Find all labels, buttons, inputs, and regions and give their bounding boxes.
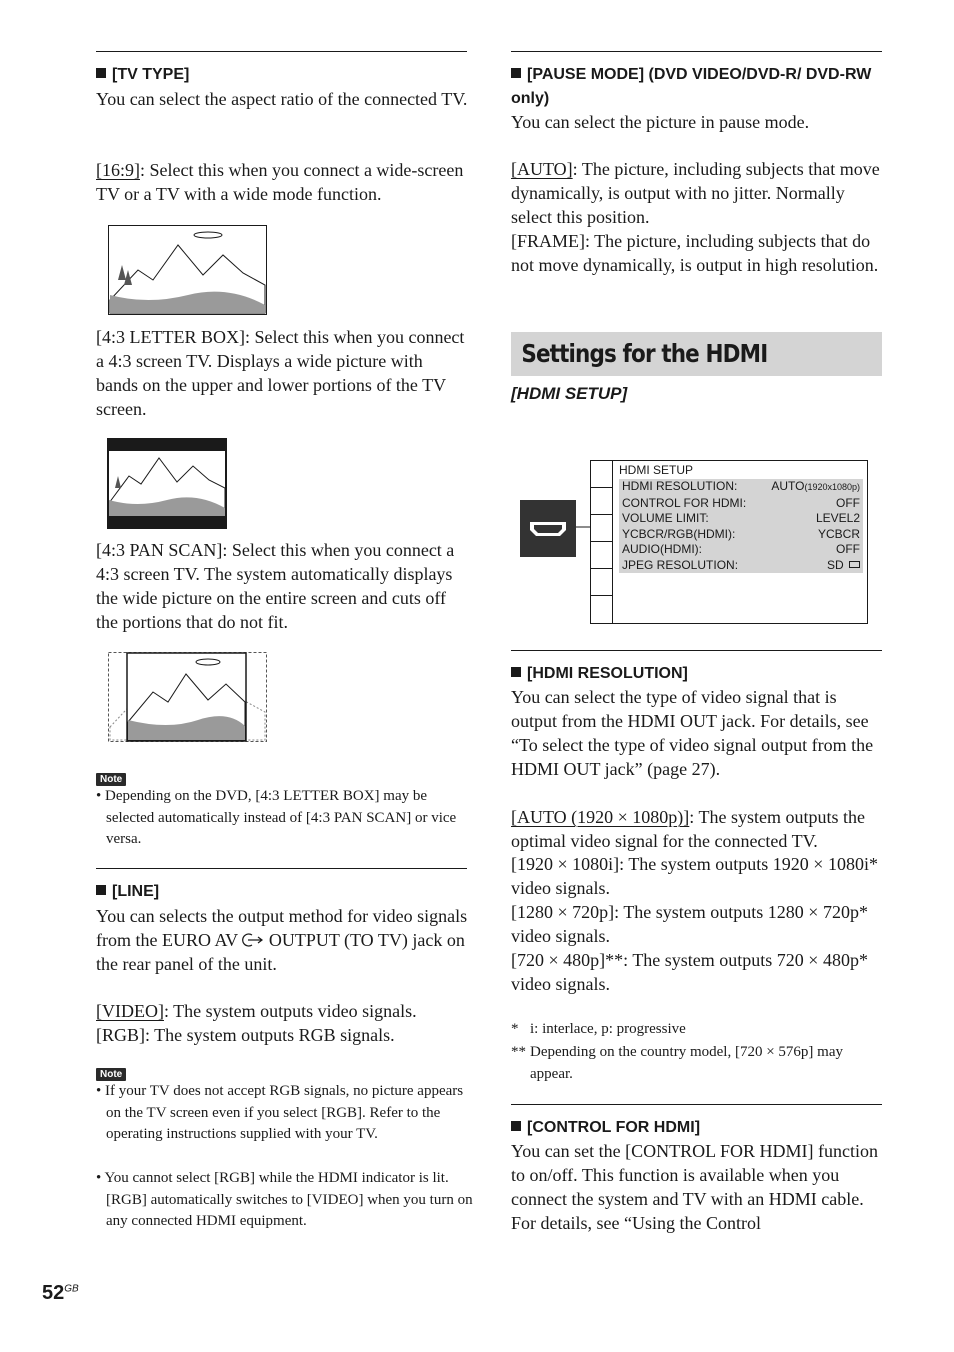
euro-av-arrow-icon — [242, 932, 264, 948]
control-for-hdmi-heading: [CONTROL FOR HDMI] — [511, 1116, 883, 1140]
hdmi-resolution-480p: [720 × 480p]**: The system outputs 720 × 480p* video signals. — [511, 950, 868, 994]
hdmi-section-title: Settings for the HDMI — [521, 339, 768, 368]
menu-rows — [619, 479, 863, 573]
hdmi-resolution-720p: [1280 × 720p]: The system outputs 1280 × 720p* video signals. — [511, 902, 868, 946]
menu-row[interactable]: AUDIO(HDMI): OFF — [622, 542, 860, 556]
menu-row[interactable]: VOLUME LIMIT: LEVEL2 — [622, 511, 860, 525]
control-rule — [511, 1104, 882, 1105]
hdmi-resolution-heading: [HDMI RESOLUTION] — [511, 662, 883, 686]
wide-screen-illustration — [108, 225, 267, 315]
line-intro: You can selects the output method for video signals from the EURO AV OUTPUT (TO TV) jack on the rear panel of the unit. — [96, 906, 468, 974]
line-heading: [LINE] — [96, 880, 468, 904]
menu-row[interactable]: CONTROL FOR HDMI: OFF — [622, 495, 860, 510]
control-for-hdmi-text: You can set the [CONTROL FOR HDMI] function to on/off. This function is available when you connect the system and TV with an HDMI cable. For details, see “Using the Control — [511, 1141, 878, 1233]
pause-mode-heading: [PAUSE MODE] (DVD VIDEO/DVD-R/ DVD-RW only) — [511, 66, 872, 107]
menu-row[interactable]: HDMI RESOLUTION: AUTO(1920x1080p) — [622, 479, 860, 493]
heading-square-icon — [511, 68, 521, 78]
menu-row[interactable]: YCBCR/RGB(HDMI): YCBCR — [622, 526, 860, 541]
line-note-1: • If your TV does not accept RGB signals, no picture appears on the TV screen even if you select [RGB]. Refer to the operating instructions supplied with your TV. — [96, 1083, 464, 1142]
footnote-1: * i: interlace, p: progressive — [511, 1021, 686, 1037]
hdmi-setup-label: [HDMI SETUP] — [511, 384, 628, 403]
heading-square-icon — [511, 667, 521, 677]
line-video: [VIDEO]: The system outputs video signals. — [96, 1001, 417, 1021]
pause-mode-intro: You can select the picture in pause mode. — [511, 112, 810, 132]
tv-type-note-text: • Depending on the DVD, [4:3 LETTER BOX] may be selected automatically instead of [4:3 PAN SCAN] or vice versa. — [96, 788, 457, 847]
tv-type-note-badge: Note — [96, 769, 126, 787]
sd-box-icon — [849, 561, 860, 568]
menu-row[interactable]: JPEG RESOLUTION: SD — [619, 558, 863, 574]
tv-type-intro: You can select the aspect ratio of the connected TV. — [96, 89, 468, 109]
hdmi-setup-menu — [590, 460, 868, 624]
top-rule-right — [511, 51, 882, 52]
hdmi-res-rule — [511, 650, 882, 651]
top-rule-left — [96, 51, 467, 52]
hdmi-resolution-intro: You can select the type of video signal that is output from the HDMI OUT jack. For details, see “To select the type of video signal output from the HDMI OUT jack” (page 27). — [511, 687, 874, 779]
page-number: $52^{GB}$ — [42, 1282, 79, 1304]
tv-type-letterbox: [4:3 LETTER BOX]: Select this when you connect a 4:3 screen TV. Displays a wide picture with bands on the upper and lower portions of the TV screen. — [96, 327, 465, 419]
pause-mode-frame: [FRAME]: The picture, including subjects that do not move dynamically, is output in high resolution. — [511, 231, 879, 275]
menu-title: HDMI SETUP — [619, 463, 694, 477]
panscan-illustration — [108, 652, 267, 742]
pause-mode-auto: [AUTO]: The picture, including subjects that move dynamically, is output with no jitter. Normally select this position. — [511, 159, 880, 227]
line-rule — [96, 868, 467, 869]
letterbox-illustration — [107, 438, 227, 529]
hdmi-resolution-1080i: [1920 × 1080i]: The system outputs 1920 × 1080i* video signals. — [511, 854, 878, 898]
line-rgb: [RGB]: The system outputs RGB signals. — [96, 1025, 395, 1045]
heading-square-icon — [511, 1121, 521, 1131]
heading-square-icon — [96, 885, 106, 895]
footnote-2: ** Depending on the country model, [720 × 576p] may appear. — [511, 1044, 843, 1082]
line-note-2: • You cannot select [RGB] while the HDMI indicator is lit. [RGB] automatically switches to [VIDEO] when you turn on any connected HDMI equipment. — [96, 1170, 473, 1229]
heading-square-icon — [96, 68, 106, 78]
hdmi-resolution-auto: [AUTO (1920 × 1080p)]: The system outputs the optimal video signal for the connected TV. — [511, 807, 865, 851]
tv-type-16-9: [16:9]: Select this when you connect a wide-screen TV or a TV with a wide mode function. — [96, 160, 464, 204]
line-note-badge: Note — [96, 1064, 126, 1082]
menu-icon-column — [591, 461, 613, 623]
hdmi-connector-icon — [520, 500, 576, 557]
tv-type-panscan: [4:3 PAN SCAN]: Select this when you connect a 4:3 screen TV. The system automatically displays the wide picture on the entire screen and cuts off the portions that do not fit. — [96, 540, 455, 632]
tv-type-heading: [TV TYPE] — [96, 63, 468, 87]
hdmi-section-banner — [511, 332, 882, 376]
